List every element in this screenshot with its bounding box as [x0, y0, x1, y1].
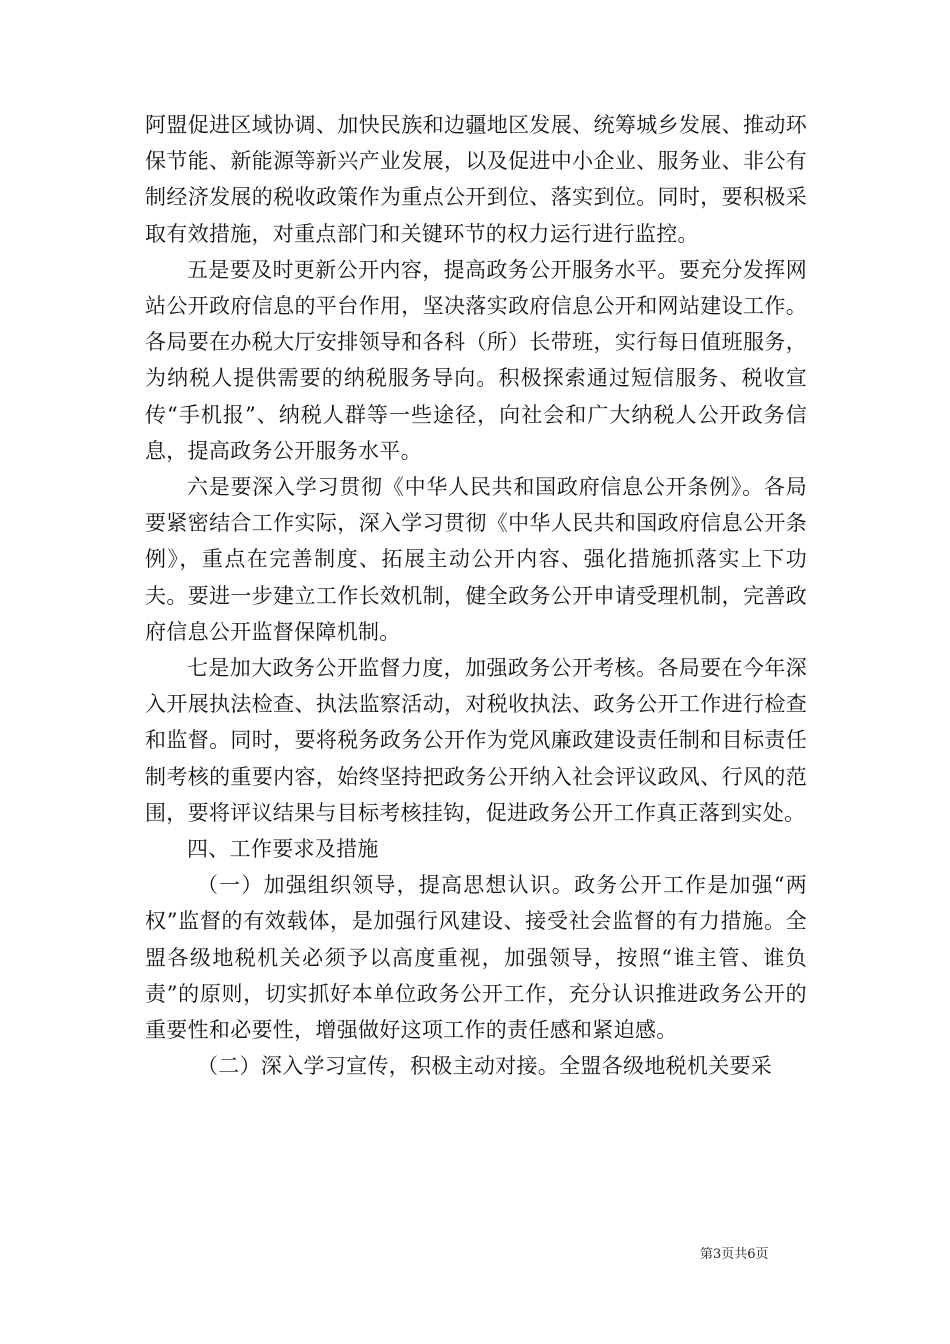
paragraph-continuation: 阿盟促进区域协调、加快民族和边疆地区发展、统筹城乡发展、推动环保节能、新能源等新兴产业发展，以及促进中小企业、服务业、非公有制经济发展的税收政策作为重点公开到位、落实到位。同时，要积极采取有效措施，对重点部门和关键环节的权力运行进行监控。 [145, 113, 807, 246]
section-heading: 四、工作要求及措施 [187, 837, 379, 862]
document-body [145, 107, 807, 1084]
paragraph-subsection-one: （一）加强组织领导，提高思想认识。政务公开工作是加强“两权”监督的有效载体，是加强行风建设、接受社会监督的有力措施。全盟各级地税机关必须予以高度重视，加强领导，按照“谁主管、谁负责”的原则，切实抓好本单位政务公开工作，充分认识推进政务公开的重要性和必要性，增强做好这项工作的责任感和紧迫感。 [145, 873, 807, 1043]
paragraph-item-five: 五是要及时更新公开内容，提高政务公开服务水平。要充分发挥网站公开政府信息的平台作用，坚决落实政府信息公开和网站建设工作。各局要在办税大厅安排领导和各科（所）长带班，实行每日值班服务，为纳税人提供需要的纳税服务导向。积极探索通过短信服务、税收宣传“手机报”、纳税人群等一些途径，向社会和广大纳税人公开政务信息，提高政务公开服务水平。 [145, 257, 807, 463]
paragraph-item-six: 六是要深入学习贯彻《中华人民共和国政府信息公开条例》。各局要紧密结合工作实际，深入学习贯彻《中华人民共和国政府信息公开条例》，重点在完善制度、拓展主动公开内容、强化措施抓落实上下功夫。要进一步建立工作长效机制，健全政务公开申请受理机制，完善政府信息公开监督保障机制。 [145, 475, 807, 644]
paragraph-subsection-two: （二）深入学习宣传，积极主动对接。全盟各级地税机关要采 [197, 1054, 773, 1079]
paragraph-item-seven: 七是加大政务公开监督力度，加强政务公开考核。各局要在今年深入开展执法检查、执法监察活动，对税收执法、政务公开工作进行检查和监督。同时，要将税务政务公开作为党风廉政建设责任制和目标责任制考核的重要内容，始终坚持把政务公开纳入社会评议政风、行风的范围，要将评议结果与目标考核挂钩，促进政务公开工作真正落到实处。 [145, 656, 807, 825]
page-number-footer: 第3页共6页 [700, 1247, 769, 1262]
